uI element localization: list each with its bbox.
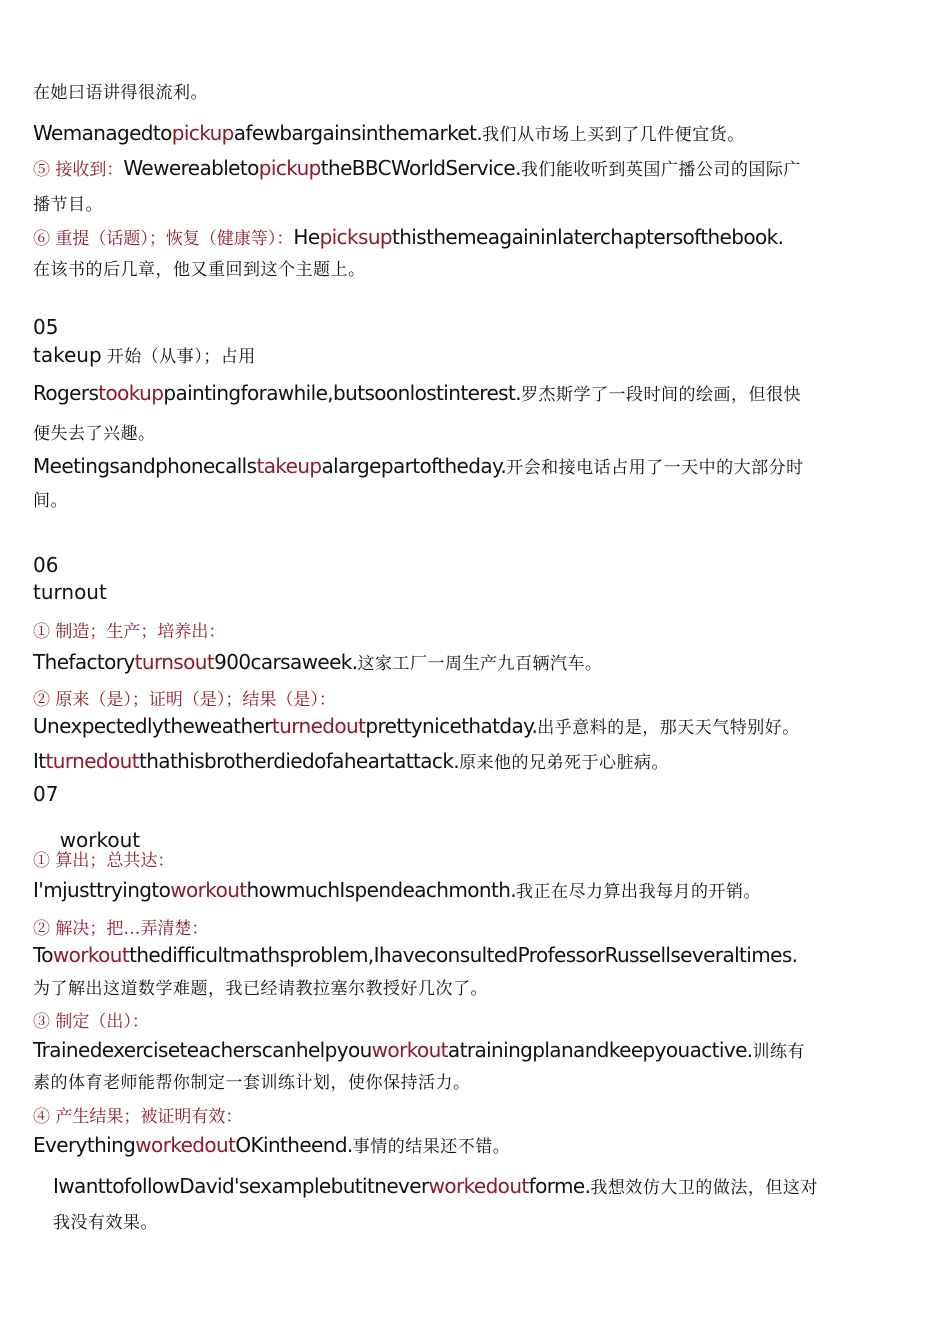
phrase-heading	[33, 580, 107, 604]
chinese-translation: 事情的结果还不错。	[352, 1137, 511, 1157]
phrase-heading	[33, 342, 256, 367]
section-number	[33, 313, 58, 342]
phrase-highlight: pickup	[171, 121, 234, 145]
chinese-translation	[33, 419, 156, 444]
meaning-label: ⑥ 重提（话题）；恢复（健康等）：	[33, 229, 294, 249]
example-sentence	[33, 1037, 805, 1062]
meaning-label	[33, 1102, 242, 1127]
phrase-highlight: workout	[170, 878, 247, 902]
phrase-highlight: workedout	[428, 1174, 529, 1198]
chinese-translation: 我想效仿大卫的做法，但这对	[590, 1178, 818, 1198]
chinese-translation	[33, 190, 103, 215]
example-sentence	[33, 120, 745, 145]
chinese-translation	[33, 486, 68, 511]
chinese-translation: 开会和接电话占用了一天中的大部分时	[506, 458, 804, 478]
meaning-label: ⑤ 接收到：	[33, 160, 124, 180]
example-sentence	[33, 453, 804, 478]
meaning-label	[33, 685, 336, 710]
chinese-translation: 我们从市场上买到了几件便宜货。	[482, 125, 745, 145]
phrase-meaning: 开始（从事）；占用	[106, 347, 256, 367]
chinese-translation	[33, 255, 366, 280]
phrase-highlight: turnedout	[45, 749, 139, 773]
meaning-text: ④ 产生结果；被证明有效：	[33, 1107, 243, 1127]
english-text: Unexpectedlytheweather	[33, 714, 272, 738]
phrase-highlight: workedout	[135, 1133, 236, 1157]
english-text: prettynicethatday.	[365, 714, 538, 738]
meaning-text: ① 算出；总共达：	[33, 851, 175, 871]
phrase-highlight: picksup	[319, 225, 392, 249]
section-number	[33, 551, 58, 580]
english-text: I'mjusttryingto	[33, 878, 171, 902]
chinese-translation: 这家工厂一周生产九百辆汽车。	[357, 654, 603, 674]
phrase-highlight: turnedout	[271, 714, 366, 738]
english-text: It	[33, 749, 46, 773]
phrase-highlight: turnsout	[134, 650, 215, 674]
english-text: thedifficultmathsproblem,IhaveconsultedProfessorRussellseveraltimes.	[129, 943, 798, 967]
chinese-text: 我没有效果。	[53, 1213, 158, 1233]
meaning-text: ② 解决；把…弄清楚：	[33, 919, 209, 939]
section-number	[33, 780, 58, 809]
phrase-title: turnout	[33, 580, 107, 604]
chinese-text: 素的体育老师能帮你制定一套训练计划，使你保持活力。	[33, 1073, 471, 1093]
chinese-translation: 罗杰斯学了一段时间的绘画，但很快	[520, 385, 801, 405]
english-text: To	[33, 943, 53, 967]
section-number-text: 07	[33, 782, 59, 806]
phrase-highlight: pickup	[258, 156, 321, 180]
chinese-translation: 训练有	[752, 1042, 806, 1062]
section-number-text: 06	[33, 553, 59, 577]
phrase-highlight: tookup	[98, 381, 164, 405]
meaning-text: ② 原来（是）；证明（是）；结果（是）：	[33, 690, 336, 710]
chinese-text: 间。	[33, 491, 68, 511]
chinese-text: 在她曰语讲得很流利。	[33, 83, 208, 103]
example-sentence	[53, 1173, 818, 1198]
chinese-text: 便失去了兴趣。	[33, 424, 156, 444]
chinese-text: 在该书的后几章，他又重回到这个主题上。	[33, 260, 366, 280]
english-text: alargepartoftheday.	[321, 454, 507, 478]
meaning-with-example	[33, 155, 801, 180]
meaning-label	[33, 617, 225, 642]
english-text: Wemanagedto	[33, 121, 172, 145]
chinese-translation: 我正在尽力算出我每月的开销。	[516, 882, 762, 902]
example-sentence	[33, 649, 603, 674]
chinese-translation	[33, 1068, 471, 1093]
chinese-translation: 我们能收听到英国广播公司的国际广	[520, 160, 801, 180]
chinese-translation	[33, 974, 488, 999]
english-text: 900carsaweek.	[214, 650, 358, 674]
chinese-text: 播节目。	[33, 195, 103, 215]
english-text: thisthemeagaininlaterchaptersofthebook.	[391, 225, 784, 249]
example-sentence	[33, 1132, 510, 1157]
section-number-text: 05	[33, 315, 59, 339]
english-text: paintingforawhile,butsoonlostinterest.	[163, 381, 521, 405]
chinese-translation: 出乎意料的是，那天天气特别好。	[537, 718, 800, 738]
english-text: atrainingplanandkeepyouactive.	[447, 1038, 753, 1062]
english-text: He	[293, 225, 320, 249]
meaning-label	[33, 1007, 149, 1032]
english-text: OKintheend.	[235, 1133, 353, 1157]
english-text: Meetingsandphonecalls	[33, 454, 257, 478]
meaning-text: ③ 制定（出）：	[33, 1012, 149, 1032]
example-sentence	[33, 748, 669, 773]
meaning-with-example	[33, 224, 783, 249]
chinese-text: 为了解出这道数学难题，我已经请教拉塞尔教授好几次了。	[33, 979, 488, 999]
phrase-title: workout	[53, 828, 141, 852]
phrase-highlight: takeup	[256, 454, 322, 478]
text-line	[33, 78, 208, 103]
english-text: afewbargainsinthemarket.	[233, 121, 483, 145]
english-text: IwanttofollowDavid'sexamplebutitnever	[53, 1174, 429, 1198]
example-sentence	[33, 713, 800, 738]
meaning-label	[33, 914, 208, 939]
english-text: Trainedexerciseteacherscanhelpyou	[33, 1038, 372, 1062]
chinese-translation	[53, 1208, 158, 1233]
english-text: thathisbrotherdiedofaheartattack.	[138, 749, 460, 773]
chinese-translation: 原来他的兄弟死于心脏病。	[459, 753, 670, 773]
phrase-title: takeup	[33, 343, 102, 367]
example-sentence	[33, 943, 797, 967]
english-text: howmuchIspendeachmonth.	[246, 878, 517, 902]
example-sentence	[33, 380, 801, 405]
phrase-highlight: workout	[52, 943, 130, 967]
english-text: Rogers	[33, 381, 99, 405]
english-text: Wewereableto	[123, 156, 259, 180]
phrase-highlight: workout	[371, 1038, 448, 1062]
meaning-text: ① 制造；生产；培养出：	[33, 622, 226, 642]
english-text: Everything	[33, 1133, 136, 1157]
english-text: forme.	[528, 1174, 591, 1198]
example-sentence	[33, 877, 761, 902]
meaning-label	[33, 846, 174, 871]
english-text: theBBCWorldService.	[320, 156, 521, 180]
english-text: Thefactory	[33, 650, 135, 674]
